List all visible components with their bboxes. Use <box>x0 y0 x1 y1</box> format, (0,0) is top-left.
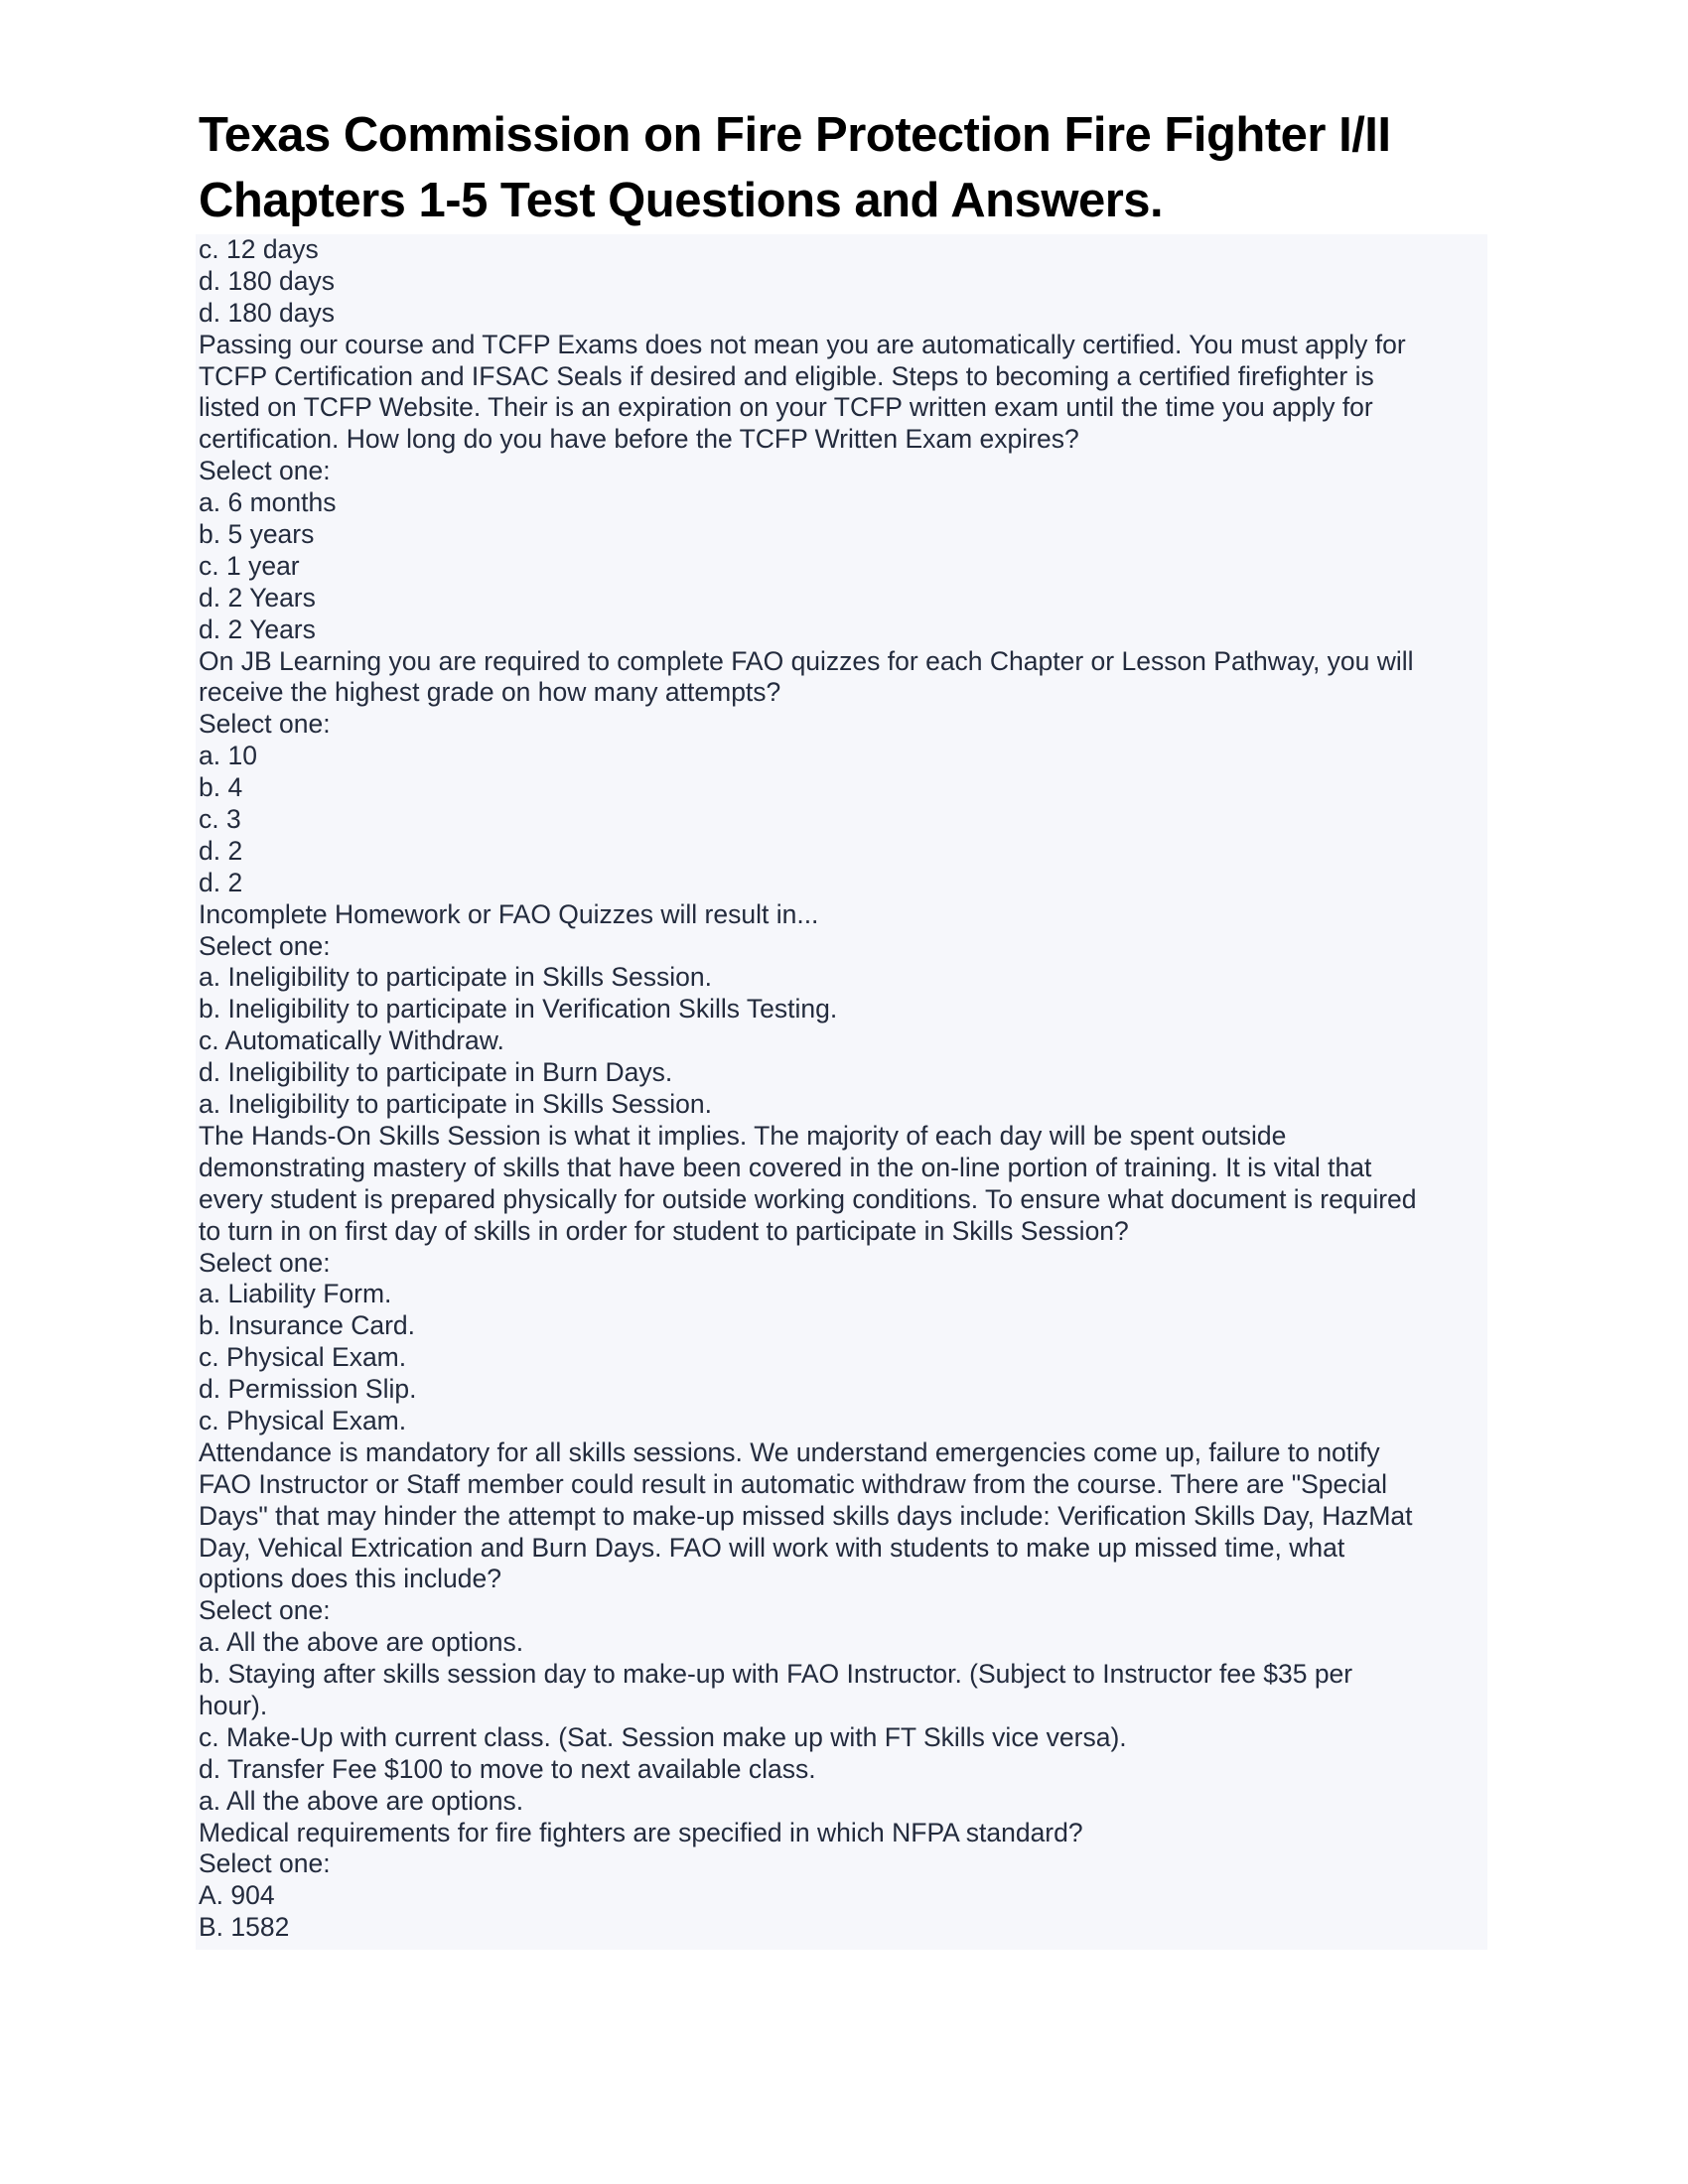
text-line: b. 5 years <box>199 519 315 550</box>
text-line: d. Ineligibility to participate in Burn Days. <box>199 1057 673 1088</box>
text-line: certification. How long do you have before the TCFP Written Exam expires? <box>199 424 1079 455</box>
text-line: c. Automatically Withdraw. <box>199 1025 504 1056</box>
text-line: hour). <box>199 1690 268 1720</box>
text-line: c. 3 <box>199 804 241 835</box>
text-line: FAO Instructor or Staff member could result in automatic withdraw from the course. There are "Special <box>199 1468 1388 1499</box>
text-line: a. 10 <box>199 741 257 771</box>
text-line: demonstrating mastery of skills that have been covered in the on-line portion of training. It is vital that <box>199 1152 1372 1182</box>
text-line: Days" that may hinder the attempt to make-up missed skills days include: Verification Skills Day, HazMat <box>199 1500 1413 1531</box>
text-line: c. Physical Exam. <box>199 1342 407 1373</box>
text-line: d. 180 days <box>199 297 336 328</box>
text-line: Attendance is mandatory for all skills sessions. We understand emergencies come up, failure to notify <box>199 1436 1380 1467</box>
text-line: Select one: <box>199 709 331 740</box>
text-line: The Hands-On Skills Session is what it implies. The majority of each day will be spent outside <box>199 1120 1287 1151</box>
text-line: d. 2 Years <box>199 582 316 613</box>
text-line: a. All the above are options. <box>199 1785 524 1816</box>
text-line: Select one: <box>199 456 331 486</box>
text-line: c. Physical Exam. <box>199 1405 407 1435</box>
text-line: to turn in on first day of skills in order for student to participate in Skills Session? <box>199 1215 1129 1246</box>
text-line: b. 4 <box>199 772 243 803</box>
page-title <box>199 102 1489 233</box>
text-line: d. Transfer Fee $100 to move to next available class. <box>199 1753 816 1784</box>
text-line: listed on TCFP Website. Their is an expiration on your TCFP written exam until the time you apply for <box>199 392 1373 423</box>
text-line: Day, Vehical Extrication and Burn Days. FAO will work with students to make up missed time, what <box>199 1532 1345 1563</box>
text-line: d. 2 <box>199 835 243 866</box>
text-line: a. 6 months <box>199 487 337 518</box>
text-line: Passing our course and TCFP Exams does not mean you are automatically certified. You must apply for <box>199 329 1406 359</box>
page-title-line-1: Texas Commission on Fire Protection Fire Fighter I/II <box>199 108 1391 162</box>
text-line: c. 12 days <box>199 234 319 264</box>
text-line: d. Permission Slip. <box>199 1374 417 1405</box>
text-line: Select one: <box>199 1848 331 1879</box>
text-line: d. 2 Years <box>199 614 316 644</box>
text-line: Medical requirements for fire fighters are specified in which NFPA standard? <box>199 1817 1083 1847</box>
text-line: A. 904 <box>199 1880 275 1911</box>
text-line: a. Ineligibility to participate in Skills Session. <box>199 962 712 993</box>
text-line: b. Staying after skills session day to make-up with FAO Instructor. (Subject to Instructor fee $35 per <box>199 1659 1353 1690</box>
text-line: b. Insurance Card. <box>199 1310 416 1341</box>
text-line: Incomplete Homework or FAO Quizzes will result in... <box>199 898 819 929</box>
text-line: every student is prepared physically for outside working conditions. To ensure what document is required <box>199 1183 1417 1214</box>
qa-content-block <box>196 234 1487 1950</box>
text-line: TCFP Certification and IFSAC Seals if desired and eligible. Steps to becoming a certified firefighter is <box>199 360 1374 391</box>
page-title-line-2: Chapters 1-5 Test Questions and Answers. <box>199 174 1164 227</box>
text-line: c. Make-Up with current class. (Sat. Session make up with FT Skills vice versa). <box>199 1721 1127 1752</box>
text-line: Select one: <box>199 930 331 961</box>
text-line: c. 1 year <box>199 550 300 581</box>
text-line: a. All the above are options. <box>199 1627 524 1658</box>
text-line: B. 1582 <box>199 1912 290 1943</box>
text-line: a. Ineligibility to participate in Skills Session. <box>199 1089 712 1120</box>
text-line: d. 180 days <box>199 265 336 296</box>
text-line: a. Liability Form. <box>199 1279 392 1309</box>
text-line: options does this include? <box>199 1564 501 1594</box>
text-line: receive the highest grade on how many attempts? <box>199 677 781 708</box>
text-line: Select one: <box>199 1595 331 1626</box>
text-line: On JB Learning you are required to complete FAO quizzes for each Chapter or Lesson Pathway, you will <box>199 645 1414 676</box>
text-line: d. 2 <box>199 867 243 897</box>
text-line: b. Ineligibility to participate in Verification Skills Testing. <box>199 994 838 1024</box>
text-line: Select one: <box>199 1247 331 1278</box>
